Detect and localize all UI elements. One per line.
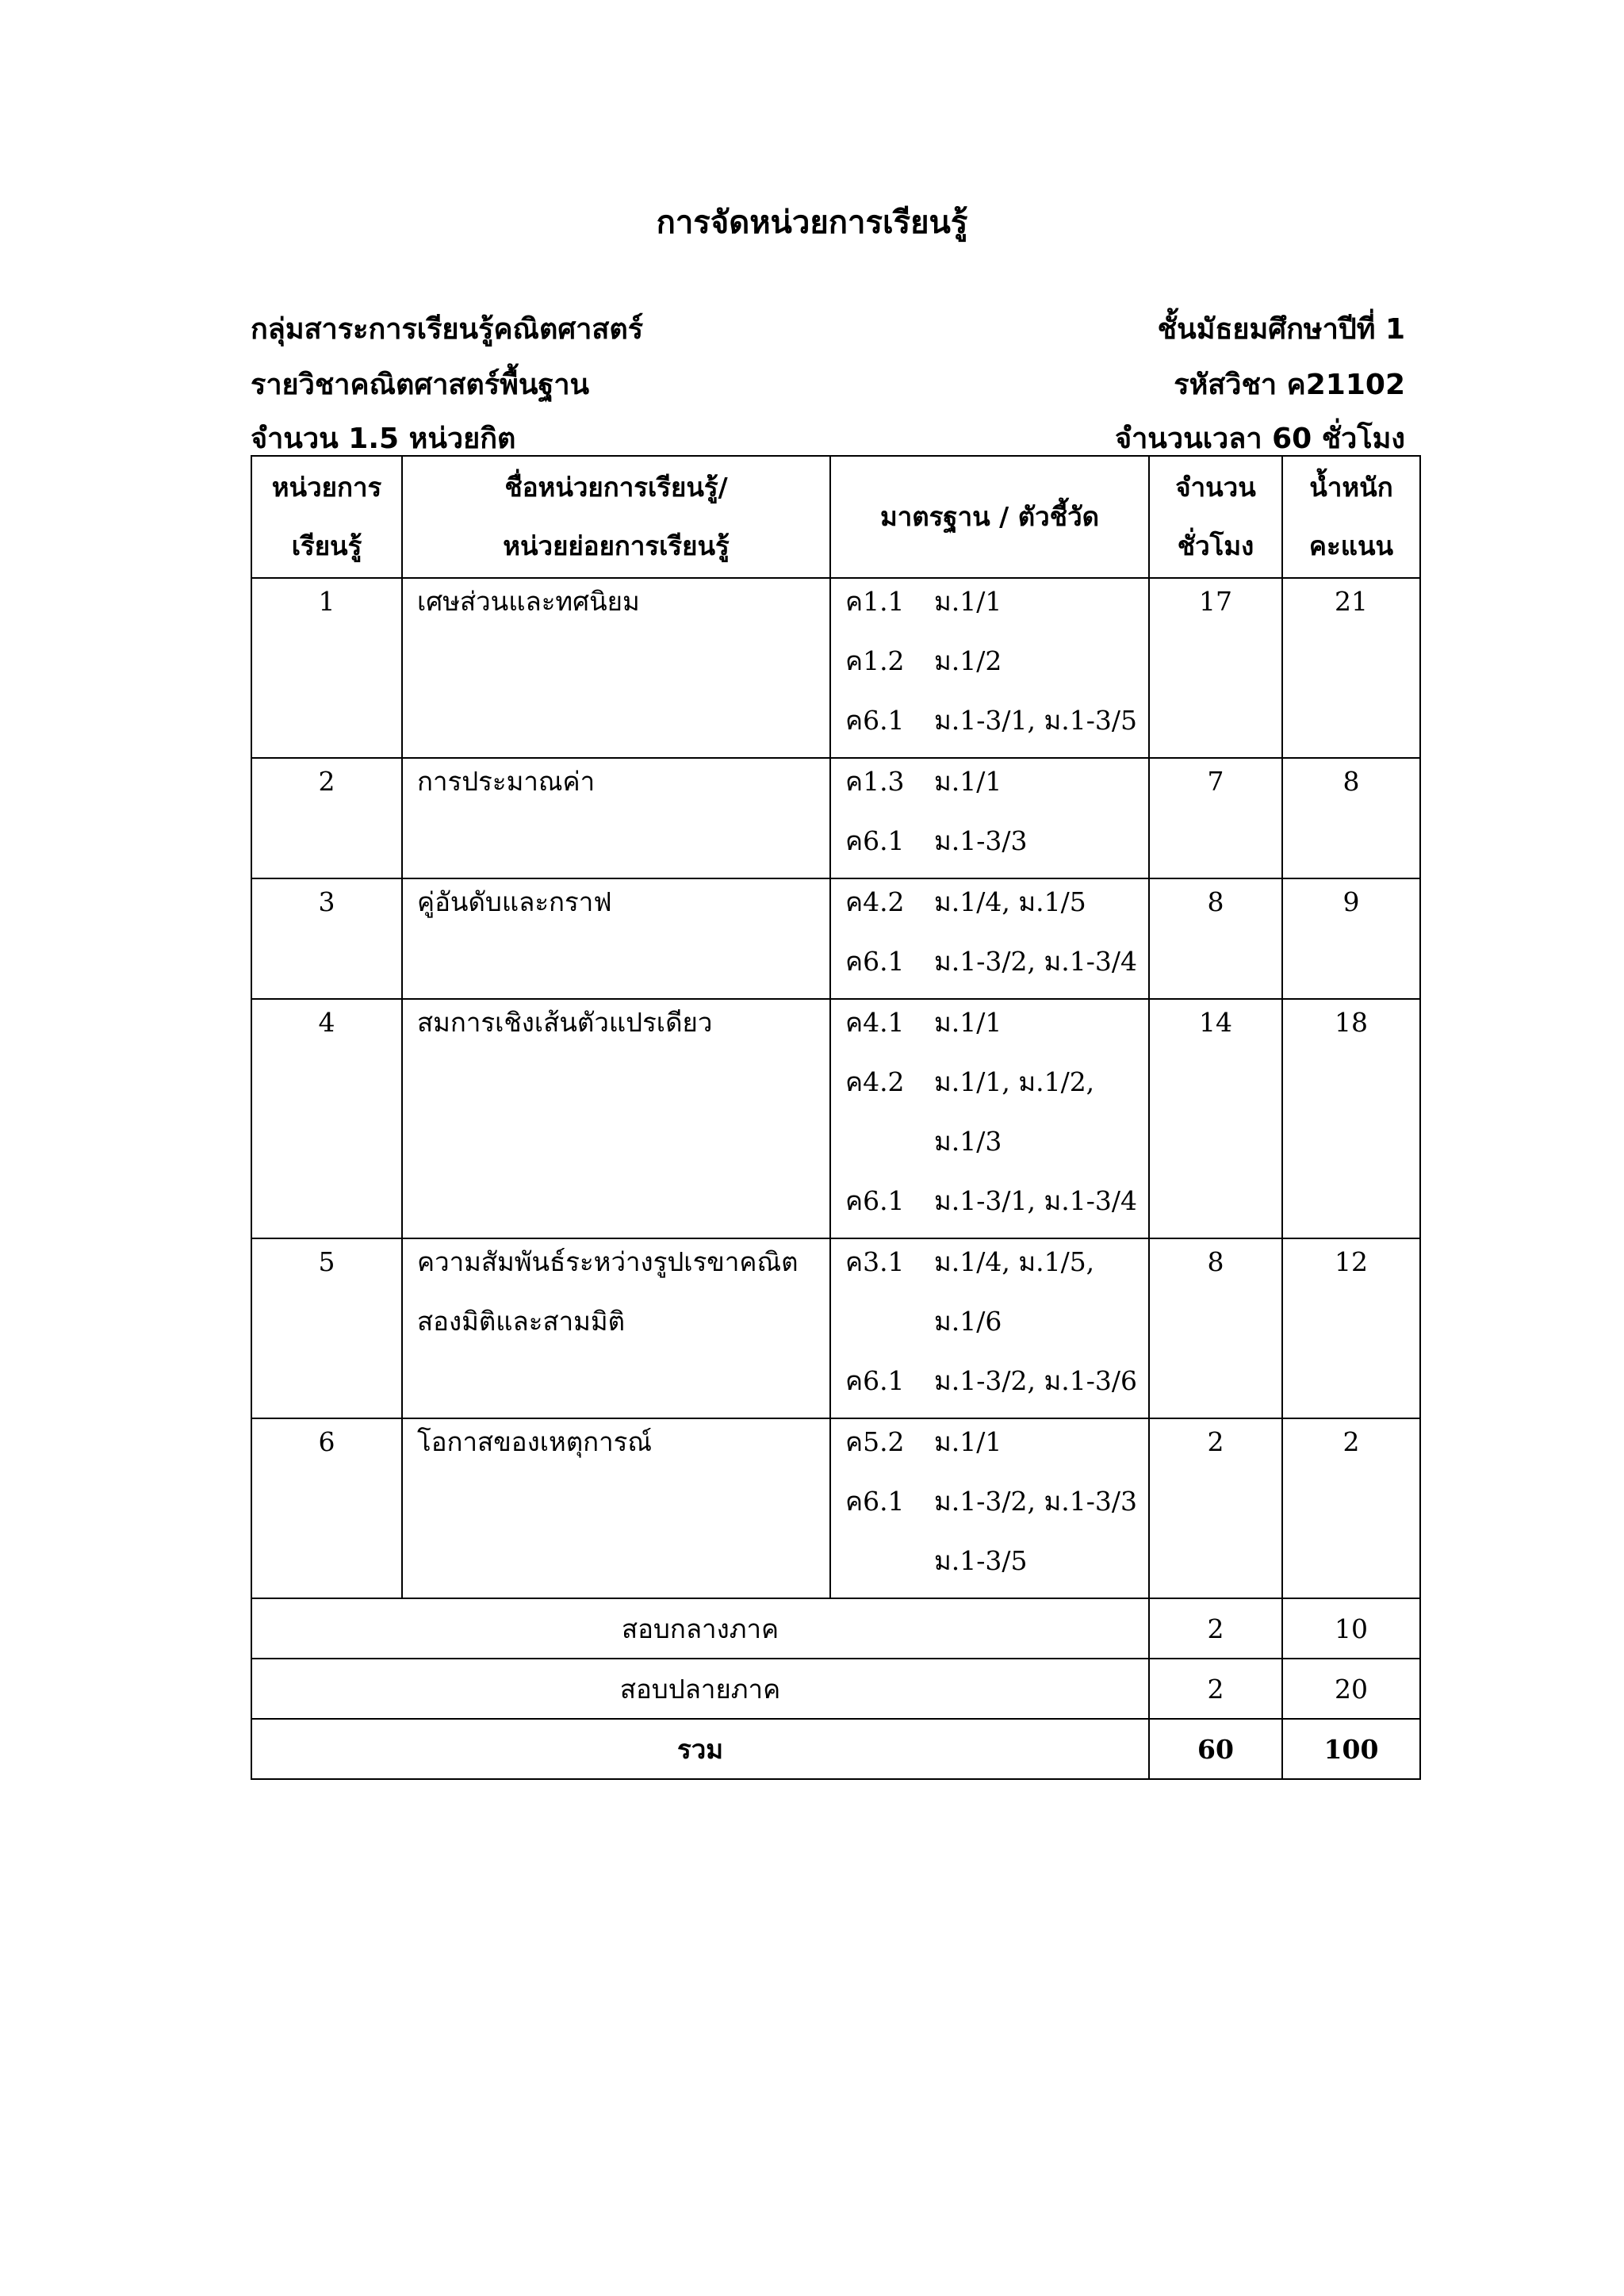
unit-name-cell	[402, 999, 830, 1238]
unit-name-cell	[402, 758, 830, 878]
indicator: ม.1/6	[934, 1306, 1002, 1337]
total-hours: 60	[1149, 1719, 1282, 1779]
unit-hours: 14	[1199, 1007, 1232, 1038]
unit-name-line: เศษส่วนและทศนิยม	[417, 586, 640, 617]
indicator: ม.1-3/1, ม.1-3/4	[934, 1185, 1137, 1216]
total-weight: 100	[1282, 1719, 1420, 1779]
total-label: รวม	[251, 1719, 1149, 1779]
standard-line	[831, 638, 1148, 698]
unit-number: 4	[318, 1007, 335, 1038]
header-hours-line1: จำนวน	[1175, 472, 1256, 503]
indicator: ม.1/4, ม.1/5,	[934, 1246, 1095, 1277]
total-row	[251, 1719, 1420, 1779]
unit-number-cell	[251, 1418, 402, 1598]
header-name-line1: ชื่อหน่วยการเรียนรู้/	[504, 472, 728, 503]
table-row	[251, 578, 1420, 758]
standard-code: ค6.1	[845, 946, 905, 977]
standards-cell	[830, 758, 1149, 878]
info-row-1	[251, 298, 1405, 354]
header-weight	[1282, 456, 1420, 578]
standards-cell	[830, 578, 1149, 758]
standard-line	[831, 1000, 1148, 1059]
standard-code: ค5.2	[845, 1426, 905, 1457]
unit-name-line: การประมาณค่า	[417, 766, 596, 797]
weight-cell	[1282, 758, 1420, 878]
midterm-weight: 10	[1282, 1598, 1420, 1659]
unit-number: 5	[318, 1246, 335, 1277]
unit-name-cell	[402, 1418, 830, 1598]
standard-code: ค6.1	[845, 1365, 905, 1396]
page-title: การจัดหน่วยการเรียนรู้	[656, 205, 968, 241]
table-row	[251, 1418, 1420, 1598]
standard-line	[831, 698, 1148, 757]
standard-line	[831, 759, 1148, 818]
indicator: ม.1-3/1, ม.1-3/5	[934, 705, 1137, 736]
final-hours: 2	[1149, 1659, 1282, 1719]
course-code: รหัสวิชา ค21102	[1174, 369, 1405, 401]
unit-number: 1	[318, 586, 335, 617]
indicator: ม.1-3/3	[934, 825, 1028, 856]
standard-code: ค6.1	[845, 705, 905, 736]
standard-code: ค1.3	[845, 766, 905, 797]
unit-weight: 2	[1342, 1426, 1360, 1457]
study-time: จำนวนเวลา 60 ชั่วโมง	[1115, 423, 1405, 455]
standard-line	[831, 579, 1148, 638]
header-weight-line2: คะแนน	[1308, 530, 1394, 561]
weight-cell	[1282, 578, 1420, 758]
final-weight: 20	[1282, 1659, 1420, 1719]
header-standard: มาตรฐาน / ตัวชี้วัด	[830, 456, 1149, 578]
credits: จำนวน 1.5 หน่วยกิต	[251, 423, 516, 455]
standard-code: ค6.1	[845, 1486, 905, 1517]
hours-cell	[1149, 758, 1282, 878]
standard-line	[831, 939, 1148, 998]
standards-cell	[830, 1238, 1149, 1418]
unit-number: 2	[318, 766, 335, 797]
grade-level: ชั้นมัธยมศึกษาปีที่ 1	[1157, 313, 1405, 346]
indicator: ม.1-3/5	[934, 1545, 1028, 1576]
unit-number-cell	[251, 878, 402, 999]
indicator: ม.1-3/2, ม.1-3/4	[934, 946, 1137, 977]
standard-line	[831, 1538, 1148, 1598]
unit-hours: 17	[1199, 586, 1232, 617]
midterm-label: สอบกลางภาค	[251, 1598, 1149, 1659]
standard-code: ค1.2	[845, 645, 905, 676]
unit-weight: 12	[1335, 1246, 1368, 1277]
unit-weight: 8	[1342, 766, 1360, 797]
learning-units-table	[251, 455, 1421, 1780]
hours-cell	[1149, 878, 1282, 999]
unit-number-cell	[251, 758, 402, 878]
unit-hours: 8	[1207, 1246, 1224, 1277]
indicator: ม.1/1	[934, 766, 1002, 797]
midterm-row	[251, 1598, 1420, 1659]
weight-cell	[1282, 878, 1420, 999]
indicator: ม.1/4, ม.1/5	[934, 886, 1086, 917]
hours-cell	[1149, 578, 1282, 758]
standard-code: ค6.1	[845, 825, 905, 856]
standards-cell	[830, 1418, 1149, 1598]
unit-number-cell	[251, 578, 402, 758]
standard-line	[831, 1059, 1148, 1119]
final-row	[251, 1659, 1420, 1719]
indicator: ม.1/1	[934, 1426, 1002, 1457]
unit-name-cell	[402, 578, 830, 758]
unit-hours: 2	[1207, 1426, 1224, 1457]
header-unit-line2: เรียนรู้	[291, 530, 362, 561]
indicator: ม.1/1	[934, 586, 1002, 617]
unit-number-cell	[251, 1238, 402, 1418]
info-row-2	[251, 354, 1405, 409]
header-name-line2: หน่วยย่อยการเรียนรู้	[503, 530, 730, 561]
header-hours-line2: ชั่วโมง	[1177, 530, 1254, 561]
standard-code: ค4.2	[845, 886, 905, 917]
standard-line	[831, 1239, 1148, 1299]
weight-cell	[1282, 1238, 1420, 1418]
hours-cell	[1149, 1238, 1282, 1418]
header-unit	[251, 456, 402, 578]
indicator: ม.1-3/2, ม.1-3/3	[934, 1486, 1137, 1517]
hours-cell	[1149, 1418, 1282, 1598]
standards-cell	[830, 999, 1149, 1238]
standard-line	[831, 1178, 1148, 1238]
table-row	[251, 878, 1420, 999]
standard-line	[831, 1299, 1148, 1358]
table-row	[251, 758, 1420, 878]
unit-number: 3	[318, 886, 335, 917]
standard-code: ค1.1	[845, 586, 905, 617]
unit-name-line: ความสัมพันธ์ระหว่างรูปเรขาคณิต	[417, 1246, 799, 1277]
unit-weight: 18	[1335, 1007, 1368, 1038]
unit-name-line: สมการเชิงเส้นตัวแปรเดียว	[417, 1007, 713, 1038]
standard-line	[831, 1119, 1148, 1178]
final-label: สอบปลายภาค	[251, 1659, 1149, 1719]
indicator: ม.1/1, ม.1/2,	[934, 1066, 1095, 1097]
unit-name-line: โอกาสของเหตุการณ์	[417, 1426, 653, 1457]
unit-number-cell	[251, 999, 402, 1238]
standard-code: ค4.2	[845, 1066, 905, 1097]
standard-line	[831, 1419, 1148, 1479]
unit-number: 6	[318, 1426, 335, 1457]
course-name: รายวิชาคณิตศาสตร์พื้นฐาน	[251, 369, 590, 401]
weight-cell	[1282, 1418, 1420, 1598]
standard-line	[831, 879, 1148, 939]
weight-cell	[1282, 999, 1420, 1238]
standard-code: ค3.1	[845, 1246, 905, 1277]
indicator: ม.1/3	[934, 1126, 1002, 1157]
header-weight-line1: น้ำหนัก	[1309, 472, 1393, 503]
indicator: ม.1/2	[934, 645, 1002, 676]
standards-cell	[830, 878, 1149, 999]
standard-line	[831, 1358, 1148, 1418]
table-row	[251, 999, 1420, 1238]
unit-name-cell	[402, 1238, 830, 1418]
unit-weight: 9	[1342, 886, 1360, 917]
unit-hours: 8	[1207, 886, 1224, 917]
subject-group: กลุ่มสาระการเรียนรู้คณิตศาสตร์	[251, 313, 644, 346]
indicator: ม.1-3/2, ม.1-3/6	[934, 1365, 1137, 1396]
unit-name-cell	[402, 878, 830, 999]
header-unit-name	[402, 456, 830, 578]
header-hours	[1149, 456, 1282, 578]
unit-name-line: คู่อันดับและกราฟ	[417, 886, 612, 917]
header-unit-line1: หน่วยการ	[271, 472, 382, 503]
unit-name-line: สองมิติและสามมิติ	[417, 1306, 626, 1337]
midterm-hours: 2	[1149, 1598, 1282, 1659]
unit-hours: 7	[1207, 766, 1224, 797]
standard-line	[831, 818, 1148, 878]
table-row	[251, 1238, 1420, 1418]
standard-code: ค6.1	[845, 1185, 905, 1216]
hours-cell	[1149, 999, 1282, 1238]
standard-code: ค4.1	[845, 1007, 905, 1038]
unit-weight: 21	[1335, 586, 1368, 617]
table-header-row	[251, 456, 1420, 578]
indicator: ม.1/1	[934, 1007, 1002, 1038]
standard-line	[831, 1479, 1148, 1538]
